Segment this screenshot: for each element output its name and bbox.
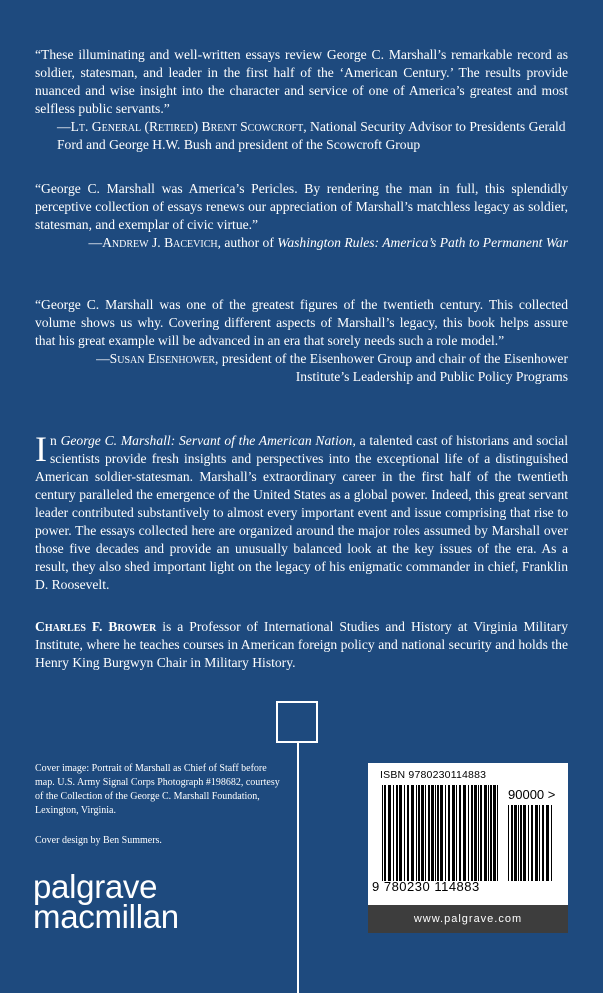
isbn-label: ISBN 9780230114883	[380, 769, 487, 781]
isbn-barcode	[382, 785, 502, 881]
barcode-bar	[546, 805, 549, 881]
barcode-bar	[478, 785, 479, 881]
price-code: 90000 >	[508, 787, 556, 802]
author-bio	[35, 618, 568, 672]
barcode-bar	[404, 785, 405, 881]
cover-image-credit: Cover image: Portrait of Marshall as Chief of Staff before map. U.S. Army Signal Corps Photograph #198682, courtesy of the Collection of the George C. Marshall Foundation, Lexington, Virginia.	[35, 763, 280, 816]
publisher-logo	[33, 868, 179, 935]
blurb-attribution	[35, 350, 568, 386]
barcode-bar	[437, 785, 439, 881]
barcode-bar	[518, 805, 519, 881]
cover-design-credit: Cover design by Ben Summers.	[35, 835, 162, 846]
barcode-bar	[488, 785, 489, 881]
barcode-bar	[456, 785, 457, 881]
barcode-bar	[452, 785, 455, 881]
barcode-bar	[428, 785, 430, 881]
blurb-quote: “These illuminating and well-written essays review George C. Marshall’s remarkable record as soldier, statesman, and leader in the first half of the ‘American Century.’ The results provide nuanced and wise insight into the character and service of one of America’s greatest and most selfless public servants.”	[35, 47, 568, 116]
barcode-bar	[411, 785, 414, 881]
barcode-bar	[511, 805, 513, 881]
barcode-bar	[425, 785, 426, 881]
attribution-name: —Lt. General (Retired) Brent Scowcroft	[57, 119, 304, 134]
barcode-bar	[474, 785, 477, 881]
barcode-bar	[459, 785, 461, 881]
barcode-bar	[493, 785, 496, 881]
barcode-bar	[388, 785, 391, 881]
barcode-bar	[399, 785, 402, 881]
barcode-bar	[440, 785, 443, 881]
barcode-bar	[508, 805, 509, 881]
barcode-bar	[484, 785, 487, 881]
drop-cap: I	[35, 429, 47, 469]
barcode-bar	[448, 785, 450, 881]
barcode-bar	[480, 785, 482, 881]
logo-line-1: palgrave	[33, 868, 158, 905]
barcode-bar	[445, 785, 446, 881]
blurb-eisenhower	[35, 296, 568, 386]
barcode-bar	[384, 785, 386, 881]
bio-text: is a Professor of International Studies and History at Virginia Military Institute, where he teaches courses in American foreign policy and national security and holds the Henry King Burgwyn Chair in Military History.	[35, 619, 568, 670]
decorative-line	[297, 743, 299, 993]
attribution-detail: , author of	[217, 235, 278, 250]
barcode-bar	[431, 785, 434, 881]
author-name: Charles F. Brower	[35, 619, 157, 634]
book-description	[35, 429, 568, 594]
barcode-bar	[416, 785, 417, 881]
barcode-bar	[393, 785, 394, 881]
barcode-bar	[528, 805, 529, 881]
barcode-bar	[523, 805, 526, 881]
attribution-detail: , president of the Eisenhower Group and chair of the Eisenhower Institute’s Leadership and Public Policy Programs	[215, 351, 568, 384]
publisher-website: www.palgrave.com	[368, 905, 568, 933]
isbn-digits: 9 780230 114883	[372, 879, 480, 894]
barcode-bar	[435, 785, 436, 881]
barcode-bar	[520, 805, 522, 881]
barcode-bar	[407, 785, 409, 881]
blurb-quote: “George C. Marshall was America’s Pericles. By rendering the man in full, this splendidly perceptive collection of essays renews our appreciation of Marshall’s matchless legacy as soldier, statesman, and exemplar of civic virtue.”	[35, 181, 568, 232]
barcode-bar	[514, 805, 517, 881]
attribution-detail: , National Security Advisor to Presidents Gerald Ford and George H.W. Bush and president of the Scowcroft Group	[57, 119, 566, 152]
blurb-attribution	[35, 118, 568, 154]
description-text: , a talented cast of historians and social scientists provide fresh insights and perspectives into the exceptional life of a distinguished American soldier-statesman. Marshall’s extraordinary career in the first half of the twentieth century paralleled the emergence of the United States as a global power. Indeed, this great servant leader contributed substantively to almost every important event and issue comprising that rise to power. The essays collected here are organized around the major roles assumed by Marshall over those five decades and provide an unusually balanced look at the key issues of the era. As a result, they also shed important light on the legacy of his enigmatic commander in chief, Franklin D. Roosevelt.	[35, 433, 568, 592]
blurb-quote: “George C. Marshall was one of the greatest figures of the twentieth century. This collected volume shows us why. Covering different aspects of Marshall’s legacy, this book helps assure that his great example will be advanced in an era that sorely needs such a role model.”	[35, 297, 568, 348]
barcode-bar	[421, 785, 424, 881]
blurb-bacevich	[35, 180, 568, 252]
barcode-bar	[490, 785, 492, 881]
barcode-bar	[551, 805, 552, 881]
logo-line-2: macmillan	[33, 898, 179, 935]
barcode-bar	[463, 785, 466, 881]
barcode-bar	[396, 785, 398, 881]
description-lead: n	[50, 433, 61, 448]
barcode-bar	[382, 785, 383, 881]
blurb-scowcroft	[35, 46, 568, 154]
price-barcode	[508, 805, 554, 881]
barcode-bar	[535, 805, 538, 881]
book-title: George C. Marshall: Servant of the American Nation	[60, 433, 353, 448]
barcode-bar	[539, 805, 540, 881]
attribution-name: —Andrew J. Bacevich	[88, 235, 218, 250]
barcode-bar	[497, 785, 498, 881]
barcode-bar	[531, 805, 533, 881]
attribution-book-title: Washington Rules: America’s Path to Permanent War	[277, 235, 568, 250]
barcode-bar	[418, 785, 420, 881]
barcode-bar	[471, 785, 473, 881]
decorative-square	[276, 701, 318, 743]
barcode-bar	[468, 785, 469, 881]
barcode-bar	[542, 805, 544, 881]
blurb-attribution	[35, 234, 568, 252]
attribution-name: —Susan Eisenhower	[96, 351, 216, 366]
